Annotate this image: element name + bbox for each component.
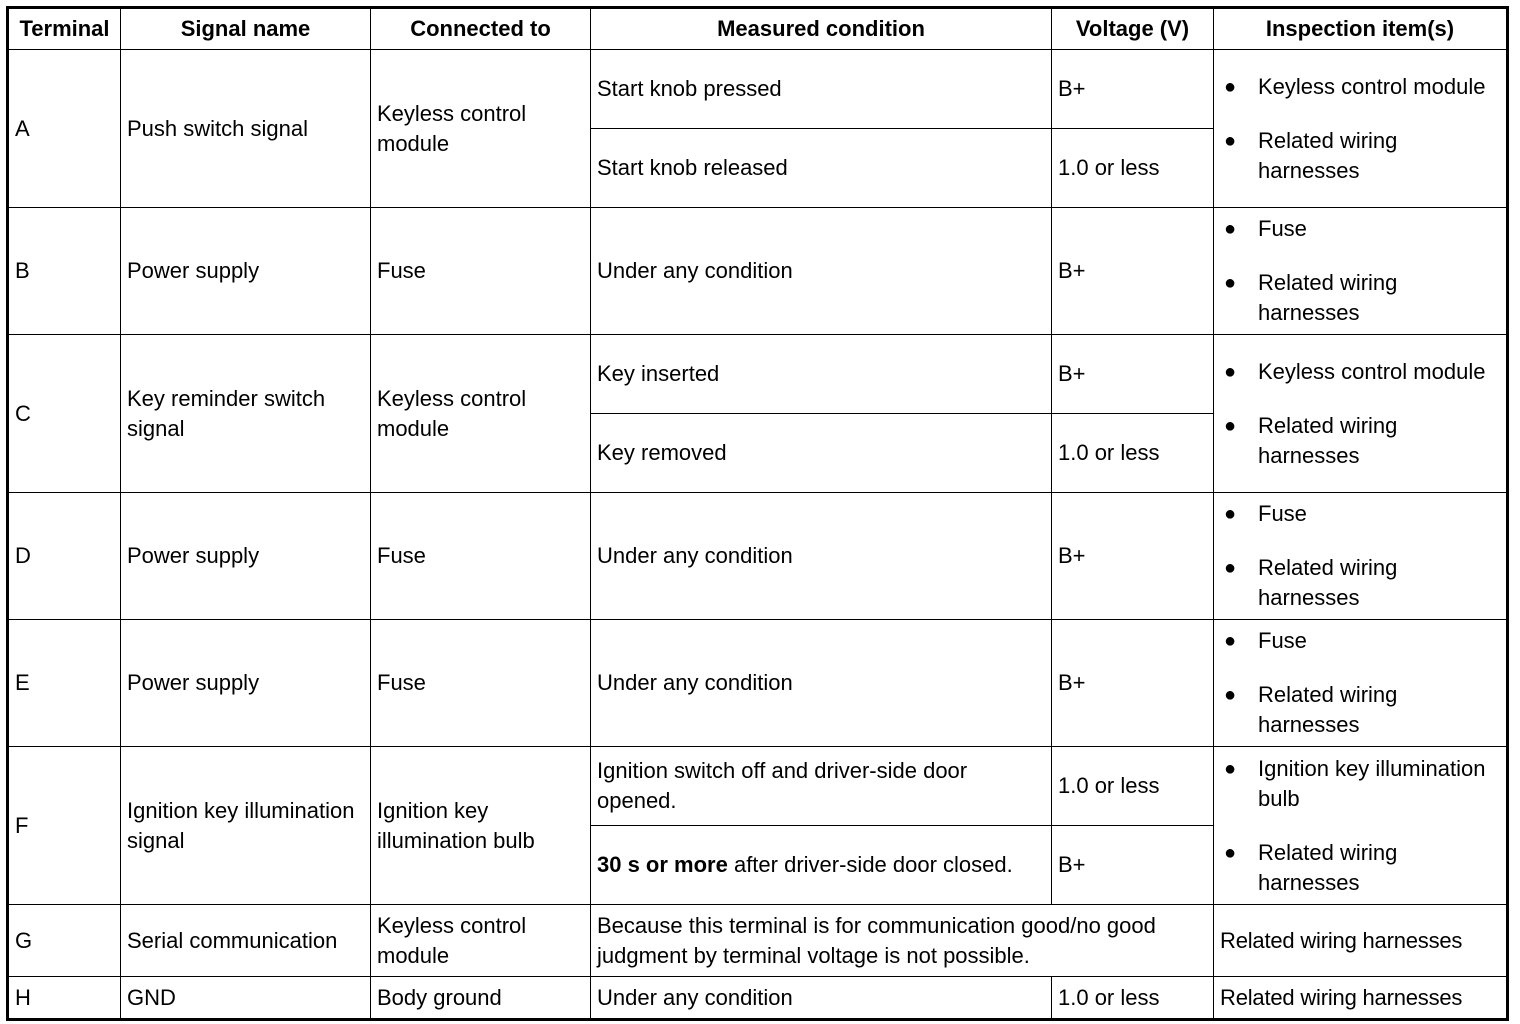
condition-cell: Because this terminal is for communication good/no good judgment by terminal voltage is not possible.: [591, 905, 1214, 977]
voltage-cell: B+: [1052, 50, 1214, 129]
connected-to-cell: Fuse: [371, 493, 591, 620]
table-row: [8, 620, 1508, 747]
list-item: ● Fuse: [1258, 626, 1500, 656]
connected-to-cell: Body ground: [371, 977, 591, 1020]
table-row: [8, 905, 1508, 977]
list-item: ● Related wiring harnesses: [1258, 838, 1500, 898]
signal-name-cell: Push switch signal: [121, 50, 371, 208]
condition-cell: Key removed: [591, 414, 1052, 493]
signal-name-cell: Power supply: [121, 208, 371, 335]
terminal-cell: D: [8, 493, 121, 620]
condition-cell: Start knob released: [591, 129, 1052, 208]
condition-cell: Under any condition: [591, 208, 1052, 335]
inspection-cell: [1214, 620, 1508, 747]
condition-text: after driver-side door closed.: [727, 852, 1013, 877]
inspection-cell: Related wiring harnesses: [1214, 905, 1508, 977]
condition-cell: Under any condition: [591, 620, 1052, 747]
inspection-cell: [1214, 50, 1508, 208]
signal-name-cell: Power supply: [121, 620, 371, 747]
list-item: ● Related wiring harnesses: [1258, 126, 1500, 186]
signal-name-cell: Ignition key illumination signal: [121, 747, 371, 905]
connected-to-cell: Ignition key illumination bulb: [371, 747, 591, 905]
inspection-cell: [1214, 208, 1508, 335]
voltage-cell: 1.0 or less: [1052, 977, 1214, 1020]
list-item: ● Related wiring harnesses: [1258, 553, 1500, 613]
terminal-cell: B: [8, 208, 121, 335]
list-item: ● Fuse: [1258, 214, 1500, 244]
voltage-cell: B+: [1052, 335, 1214, 414]
list-item: ● Keyless control module: [1258, 72, 1500, 102]
voltage-cell: 1.0 or less: [1052, 129, 1214, 208]
condition-cell: Ignition switch off and driver-side door opened.: [591, 747, 1052, 826]
condition-emphasis: 30 s or more: [597, 852, 728, 877]
terminal-cell: H: [8, 977, 121, 1020]
inspection-cell: [1214, 493, 1508, 620]
list-item: ● Fuse: [1258, 499, 1500, 529]
terminal-cell: C: [8, 335, 121, 493]
connected-to-cell: Keyless control module: [371, 335, 591, 493]
voltage-cell: B+: [1052, 493, 1214, 620]
voltage-cell: B+: [1052, 208, 1214, 335]
terminal-cell: E: [8, 620, 121, 747]
header-connected-to: Connected to: [371, 8, 591, 50]
terminal-cell: A: [8, 50, 121, 208]
header-voltage: Voltage (V): [1052, 8, 1214, 50]
inspection-list: [1220, 357, 1500, 471]
header-measured-condition: Measured condition: [591, 8, 1052, 50]
voltage-cell: 1.0 or less: [1052, 747, 1214, 826]
inspection-list: [1220, 72, 1500, 186]
table-row: [8, 208, 1508, 335]
table-row: [8, 977, 1508, 1020]
header-terminal: Terminal: [8, 8, 121, 50]
table-row: [8, 493, 1508, 620]
inspection-cell: [1214, 747, 1508, 905]
condition-cell: Key inserted: [591, 335, 1052, 414]
condition-cell: [591, 826, 1052, 905]
table-row: [8, 747, 1508, 826]
inspection-list: [1220, 499, 1500, 613]
connected-to-cell: Keyless control module: [371, 50, 591, 208]
connected-to-cell: Keyless control module: [371, 905, 591, 977]
connected-to-cell: Fuse: [371, 620, 591, 747]
inspection-list: [1220, 754, 1500, 898]
list-item: ● Related wiring harnesses: [1258, 411, 1500, 471]
inspection-cell: [1214, 335, 1508, 493]
voltage-cell: B+: [1052, 826, 1214, 905]
condition-cell: Start knob pressed: [591, 50, 1052, 129]
list-item: ● Related wiring harnesses: [1258, 268, 1500, 328]
header-signal-name: Signal name: [121, 8, 371, 50]
header-inspection-items: Inspection item(s): [1214, 8, 1508, 50]
inspection-list: [1220, 626, 1500, 740]
terminal-cell: F: [8, 747, 121, 905]
signal-name-cell: GND: [121, 977, 371, 1020]
connected-to-cell: Fuse: [371, 208, 591, 335]
terminal-spec-table: [6, 6, 1509, 1021]
voltage-cell: B+: [1052, 620, 1214, 747]
inspection-list: [1220, 214, 1500, 328]
signal-name-cell: Key reminder switch signal: [121, 335, 371, 493]
table-row: [8, 335, 1508, 414]
condition-cell: Under any condition: [591, 977, 1052, 1020]
signal-name-cell: Serial communication: [121, 905, 371, 977]
header-row: [8, 8, 1508, 50]
list-item: ● Ignition key illumination bulb: [1258, 754, 1500, 814]
list-item: ● Keyless control module: [1258, 357, 1500, 387]
list-item: ● Related wiring harnesses: [1258, 680, 1500, 740]
inspection-cell: Related wiring harnesses: [1214, 977, 1508, 1020]
condition-cell: Under any condition: [591, 493, 1052, 620]
voltage-cell: 1.0 or less: [1052, 414, 1214, 493]
signal-name-cell: Power supply: [121, 493, 371, 620]
terminal-cell: G: [8, 905, 121, 977]
table-row: [8, 50, 1508, 129]
